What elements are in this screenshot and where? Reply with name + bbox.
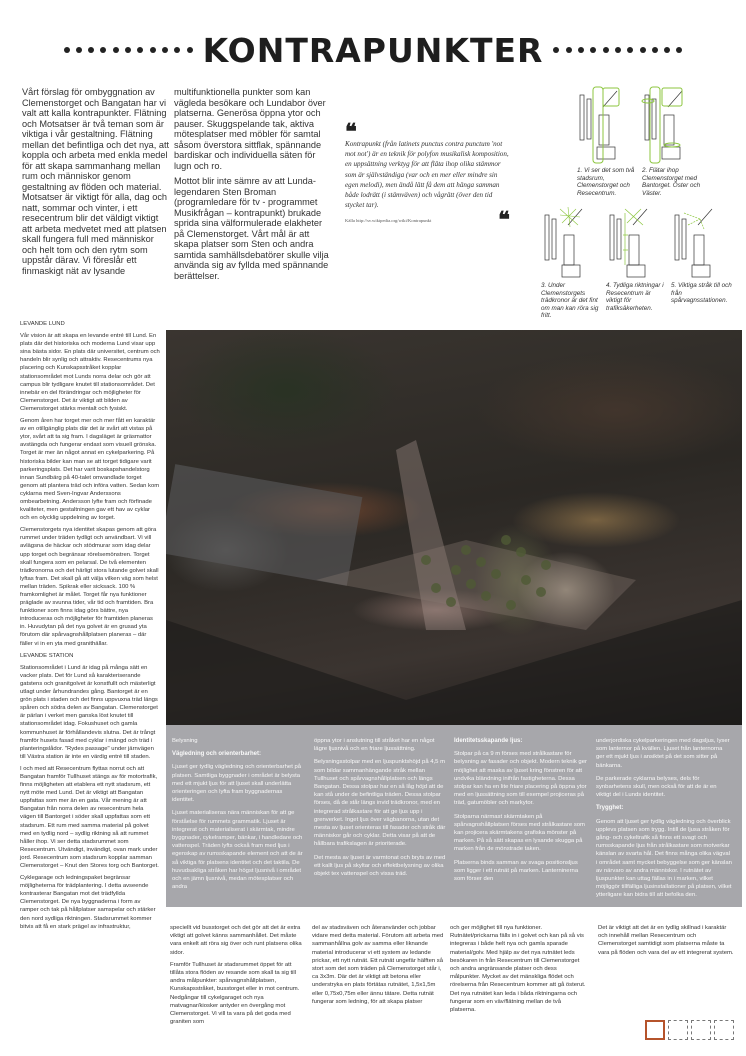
- section-heading: LEVANDE LUND: [20, 321, 65, 327]
- body-paragraph: Belysningsstolpar med en ljuspunktshöjd på 4,5 m som bildar sammanhängande stråk mellan Tullhuset och spårvagnshållplatsen och längs Bangatan. Dessa stolpar har en så låg höjd att de kan stå under de befintliga träden. Dessa stolpar förses, då de står längs invid trädkronor, med en integrerad strålkastare för att ge ljus upp i grenverket. Inget ljus över vägbanorna, utan det mesta av ljuset orienteras till fasader och stråk där människor går och cyklar. Detta visar på att de hållbara trafikslagen är prioriterade.: [314, 759, 446, 848]
- aerial-rendering-details: [166, 330, 742, 725]
- diagram-caption: 4. Tydliga riktningar i Resecentrum är viktigt för trafiksäkerheten.: [606, 282, 664, 312]
- diagram-2-map: [640, 85, 685, 165]
- body-paragraph: Cyklegarage och ledningspaket begränsar möjligheterna för trädplantering. I detta avseende kontrasterar Bangatan mot det trädfyllda Clemenstorget. De nya byggnaderna i form av ramper och tak på hållplatser samspelar och stärker den nord sydliga riktningen. Stadsrummet kommer bitvis att få en stark prägel av infrastruktur,: [20, 875, 156, 930]
- section-heading: Vägledning och orienterbarhet:: [172, 751, 262, 758]
- intro-paragraph: Mottot blir inte sämre av att Lunda-legendaren Sten Broman (programledare för tv - programmet Musikfrågan – kontrapunkt) brukade sprida sina välformulerade elakheter på Clemenstorget. Vårt mål är att skapa platser som Sten och andra samtida samhällsdebatörer skulle vilja använda sig av fyllda med spännande berättelser.: [174, 176, 329, 281]
- page-indicator: [645, 1020, 734, 1040]
- left-dots: [64, 47, 193, 53]
- diagram-caption: 1. Vi ser det som två stadsrum, Clemenstorget och Resecentrum.: [577, 167, 635, 197]
- quote-close-icon: ❝: [498, 206, 510, 233]
- bottom-col-2: [312, 924, 448, 1010]
- left-text-column: [20, 320, 160, 935]
- diagram-5-map: [670, 205, 715, 280]
- body-paragraph: Stationsområdet i Lund är idag på många sätt en vacker plats. Det för Lund så karakteriserande gatstens och granitgolvet är konstfullt och mästerligt utlagt under århundrandes gång. Bantorget är en grön plats i staden och det finns uppvuxna träd längs spåren och södra delen av Bangatan. Clemenstorget är pärlan i verket men ganska löst knutet till stationsområdet idag. Fokushuset och gamla kommunhuset är förhållandevis slutna. Det är trångt framför husets fasad med cyklar i mängd och träd i planteringslådor. "Rydes passage" under järnvägen till Västra station är inte en värdig entré till staden.: [20, 664, 158, 760]
- diagram-3-map: [540, 205, 585, 280]
- body-paragraph: De parkerade cyklarna belyses, dels för synbarhetens skull, men också för att de är en viktigt del i Lunds identitet.: [596, 775, 717, 799]
- body-paragraph: del av stadsväven och återanvänder och jobbar vidare med detta material. Förutom att arbeta med sammanhållna golv av samma eller liknande material introducerar vi ett system av ledande prickar, ett nytt rutnät. Ett rutnät ungefär hälften så stort som det som träden på Clemenstorget står i, ca 3x3m. Där det är viktigt att betona eller understryka en plats förtätas rutnätet, 1,5x1,5m eller 0,75x0,75m eller ännu tätare. Detta rutnät fungerar som ledning, för att skapa platser: [312, 925, 444, 1005]
- section-heading: Trygghet:: [596, 805, 624, 812]
- quote-block: [345, 119, 510, 233]
- bottom-col-3: [450, 924, 586, 1018]
- body-paragraph: Framför Tullhuset är stadsrummet öppet för att tillåta stora flöden av resande som skall ta sig till andra målpunkter: spårvagnshållplatsen, Kunskapsstråket, busstorget eller in mot centrum. Nedgångar till cykelgaraget och nya matvagnar/kiosker antyder en övergång mot Clemenstorget. Vi vill ta vara på det goda med graniten som: [170, 961, 300, 1026]
- title-row: [0, 30, 746, 70]
- body-paragraph: speciellt vid busstorget och det gör att det är extra viktigt att golvet känns sammanhållet. Det måste vara enkelt att röra sig över och runt platsens olika sidor.: [170, 925, 302, 956]
- panel-label: Belysning: [172, 738, 198, 744]
- body-paragraph: Stolpar på ca 9 m förses med strålkastare för belysning av fasader och objekt. Modern teknik ger möjlighet att maska av ljuset kring fönstren för att undvika bländning inifrån fastigheterna. Dessa stolpar kan ha en lite friare placering på öppna ytor med en ljussättning som till exempel projiceras på träd, gatumöbler och markytor.: [454, 751, 587, 807]
- body-paragraph: Vår vision är att skapa en levande entré till Lund. En plats där det historiska och moderna Lund visar upp sina bästa sidor. En plats där universitet, centrum och handeln blir synlig och attraktiv. Resecentrums nya placering och Kunskapsstråket kopplar stationsområdet mot Lunds norra delar och gör att campus blir tydligare knutet till stationsområdet. Det innebär en del förändringar och möjligheter för Clemenstorget. Det är viktigt att bilden av Clemenstorget stärks mentalt och fysiskt.: [20, 333, 160, 412]
- aerial-night-rendering: [166, 330, 742, 725]
- body-paragraph: I och med att Resecentrum flyttas norrut och att Bangatan framför Tullhuset stängs av för motortrafik, finns möjligheten att etablera ett nytt stadsrum, ett nytt möte med Lund. Det är viktigt att Bangatan uppfattas som mer än en gata. Vår mening är att Bangatan från norra delen av resecentrum hela vägen till Bantorget i söder skall uppfattas som ett stadsrum. Ett rum med samma material på golvet med en tydlig nord – sydlig riktning så att rummet håller ihop. Vi ser detta stadsrummet som Resecentrum. Utvändigt, invändigt, ovan mark under jord. Resecentrum som stadsrum kopplar samman Clemenstorget – Knut den Stores torg och Bantorget.: [20, 765, 159, 869]
- diagram-caption: 5. Viktiga stråk till och från spårvagnsstationen.: [671, 282, 732, 305]
- section-heading: LEVANDE STATION: [20, 652, 74, 659]
- diagram-4-map: [605, 205, 650, 280]
- body-paragraph: Genom att ljuset ger tydlig vägledning och överblick upplevs platsen som trygg. Intill de ljusa stråken för gång- och cykeltrafik så finns ett svagt och rumsskapande ljus från strålkastare som motverkar känslan av svarta hål. Det finns många olika vägval i området samt mycket bebyggelse som ger känslan av närvaro av andra människor. I rutnätet av ljuspunkter kan uttag fällas in i marken, vilket möjliggör tillfälliga ljusinstallationer på platsen, vilket ytterligare kan bidra till att befolka den.: [596, 818, 732, 899]
- lighting-text-panel: [166, 725, 742, 907]
- intro-paragraph: Vårt förslag för ombyggnation av Clemenstorget och Bangatan har vi valt att kalla kontrapunkter. Flätning och Motsatser är två teman som är viktiga i vår gestaltning. Flätning mellan det befintliga och det nya, att koppla och arbeta med enkla medel för att skapa sammanhang mellan rum och människor genom gestaltning av flöden och material. Motsatser är viktigt för alla, dag och natt, sommar och vinter, i ett resecentrum blir det väldigt viktigt att arbeta medvetet med att platsen skall fungera full med människor och helt tom och den rytm som uppstår därav. Vi föreslår ett finmaskigt nät av lysande: [22, 87, 170, 276]
- body-paragraph: Det mesta av ljuset är varmtonat och bryts av med ett kallt ljus på skyltar och effektbelysning av olika objekt tex vattenspel och vissa träd.: [314, 854, 446, 878]
- page-indicator-1: [645, 1020, 665, 1040]
- quote-source: Källa http://sv.wikipedia.org/wiki/Kontrapunkt: [345, 218, 432, 224]
- diagram-1-map: [575, 85, 620, 165]
- body-paragraph: Ljuset materialiseras nära människan för att ge förståelse för rummets grammatik. Ljuset är integrerat och materialiserat i skärmtak, mindre byggnader, cykelramper, bänkar, i handledare och vattenspel. Träden lyfts också fram med ljus i egenskap av rumsskapande element och att de är så viktiga för platsens identitet och det taktila. De huvudsakliga stråken har högst ljusnivå i området och en jämn ljusnivå, medan mötesplatser och andra: [172, 810, 303, 891]
- bottom-col-1: [170, 924, 306, 1030]
- intro-col-2: [174, 87, 332, 286]
- body-paragraph: Stolparna närmast skärmtaken på spårvagnshållplatsen förses med strålkastare som kan projicera skärmtakens grafiska mönster på marken. På så sätt skapas en lysande skugga på marken från de mönstrade taken.: [454, 813, 585, 853]
- body-paragraph: Platserna binds samman av svaga positionsljus som ligger i ett rutnät på marken. Lanterninerna som förser den: [454, 859, 579, 883]
- page-indicator-4: [714, 1020, 734, 1040]
- body-paragraph: Ljuset ger tydlig vägledning och orienterbarhet på platsen. Samtliga byggnader i området är belysta med ett mjukt ljus för att ljuset skall underlätta orienteringen och lyfta fram byggnadernas identitet.: [172, 764, 302, 804]
- body-paragraph: och ger möjlighet till nya funktioner. Rutnätet/prickarna fälls in i golvet och kan på så vis integreras i både helt nya och gamla sparade material/golv. Med hjälp av det nya rutnätet leds besökaren in från Resecentrum till Clemenstorget och andra angränsande platser och dess målpunkter. Mycket av det mänskliga flödet och rörelserna från Resecentrum kommer att gå österut. Det nya rutnätet kan leda i båda riktningarna och fungerar som en väv/flätning mellan de två platserna.: [450, 925, 586, 1014]
- right-dots: [553, 47, 682, 53]
- intro-col-1: [22, 87, 170, 281]
- body-paragraph: Clemenstorgets nya identitet skapas genom att göra rummet under träden tydligt och användbart. Vi vill avlägsna de häckar och stödmurar som idag delar upp torget och begränsar rörelsemönstren. Torget skall fungera som en pelarsal. De två elementen trädkronorna och det härligt stora lutande golvet skall lyftas fram. Det skall gå att välja vilken väg som helst mellan träden. Spikrak eller sicksack. 100 % framkomlighet är målet. Torget får nya funktioner präglade av svunna tider, vår tid och framtiden. Bra funktioner som finns idag görs bättre, nya introduceras och möjligheter för framtiden planeras in. Huvudytan på det nya golvet är en grusad yta förutom där spårvagnshållplatsen planeras – där fäller vi in en yta med granithällar.: [20, 527, 159, 647]
- body-paragraph: Det är viktigt att det är en tydlig skillnad i karaktär och innehåll mellan Resecentrum och Clemenstorget samtidigt som platserna måste ta vara på flöden och vara del av ett integrerat system.: [598, 925, 734, 956]
- body-paragraph: underjordiska cykelparkeringen med dagsljus, lyser som lanternor på kvällen. Ljuset från lanternorna ger ett mjukt ljus i ansiktet på det som sitter på bänkarna.: [596, 738, 730, 769]
- bottom-col-4: [598, 924, 734, 961]
- page-title: KONTRAPUNKTER: [202, 30, 544, 70]
- body-paragraph: Genom åren har torget mer och mer fått en karaktär av en otillgänglig plats där det är svårt att vistas på ytor, svårt att ta sig fram. I dagsläget är gräsmattor avstängda och fungerar endast som visuell grönska. Torget är mer än något annat en cykelparkering. På historiska bilder kan man se att torget tidigare varit parkeringsplats. Det har varit boskapshandelstorg innan Sundbärg på 40-talet omvandlade torget genom att plantera träd och införa vatten. Sedan kom cyklarna med Sven-Ingvar Anderssons ombearbetning. Andersson lyfte fram och förfinade kvaliteter, men gestaltningen gav ett hav av cyklar och en olycklig uppdelning av torget.: [20, 418, 160, 522]
- intro-paragraph: multifunktionella punkter som kan vägleda besökare och Lundabor över platserna. Generösa öppna ytor och pauser. Skuggspelande tak, aktiva mötesplatser med möbler för samtal såsom överstora sittflak, spännande bardiskar och individuella säten för lugn och ro.: [174, 87, 326, 171]
- quote-open-icon: ❝: [345, 119, 357, 145]
- diagram-caption: 3. Under Clemenstorgets trädkronor är det fint om man kan röra sig fritt.: [541, 282, 599, 320]
- page-indicator-3: [691, 1020, 711, 1040]
- diagram-caption: 2. Flätar ihop Clemenstorget med Bantorget. Öster och Väster.: [642, 167, 701, 197]
- body-paragraph: öppna ytor i anslutning till stråket har en något lägre ljusnivå och en friare ljussättning.: [314, 738, 435, 753]
- page-indicator-2: [668, 1020, 688, 1040]
- quote-text: Kontrapunkt (från latinets punctus contra punctum 'not mot not') är en teknik för polyfon musikalisk komposition, en uppsättning verktyg för att fläta ihop olika stämmor som är självständiga (var och en mer eller mindre sin egen melodi), men ändå lätt få dem att hänga samman både lodrätt (i stämväven) och vågrätt (över den tid stycket tar).: [345, 140, 509, 210]
- section-heading: Identitetsskapande ljus:: [454, 738, 523, 744]
